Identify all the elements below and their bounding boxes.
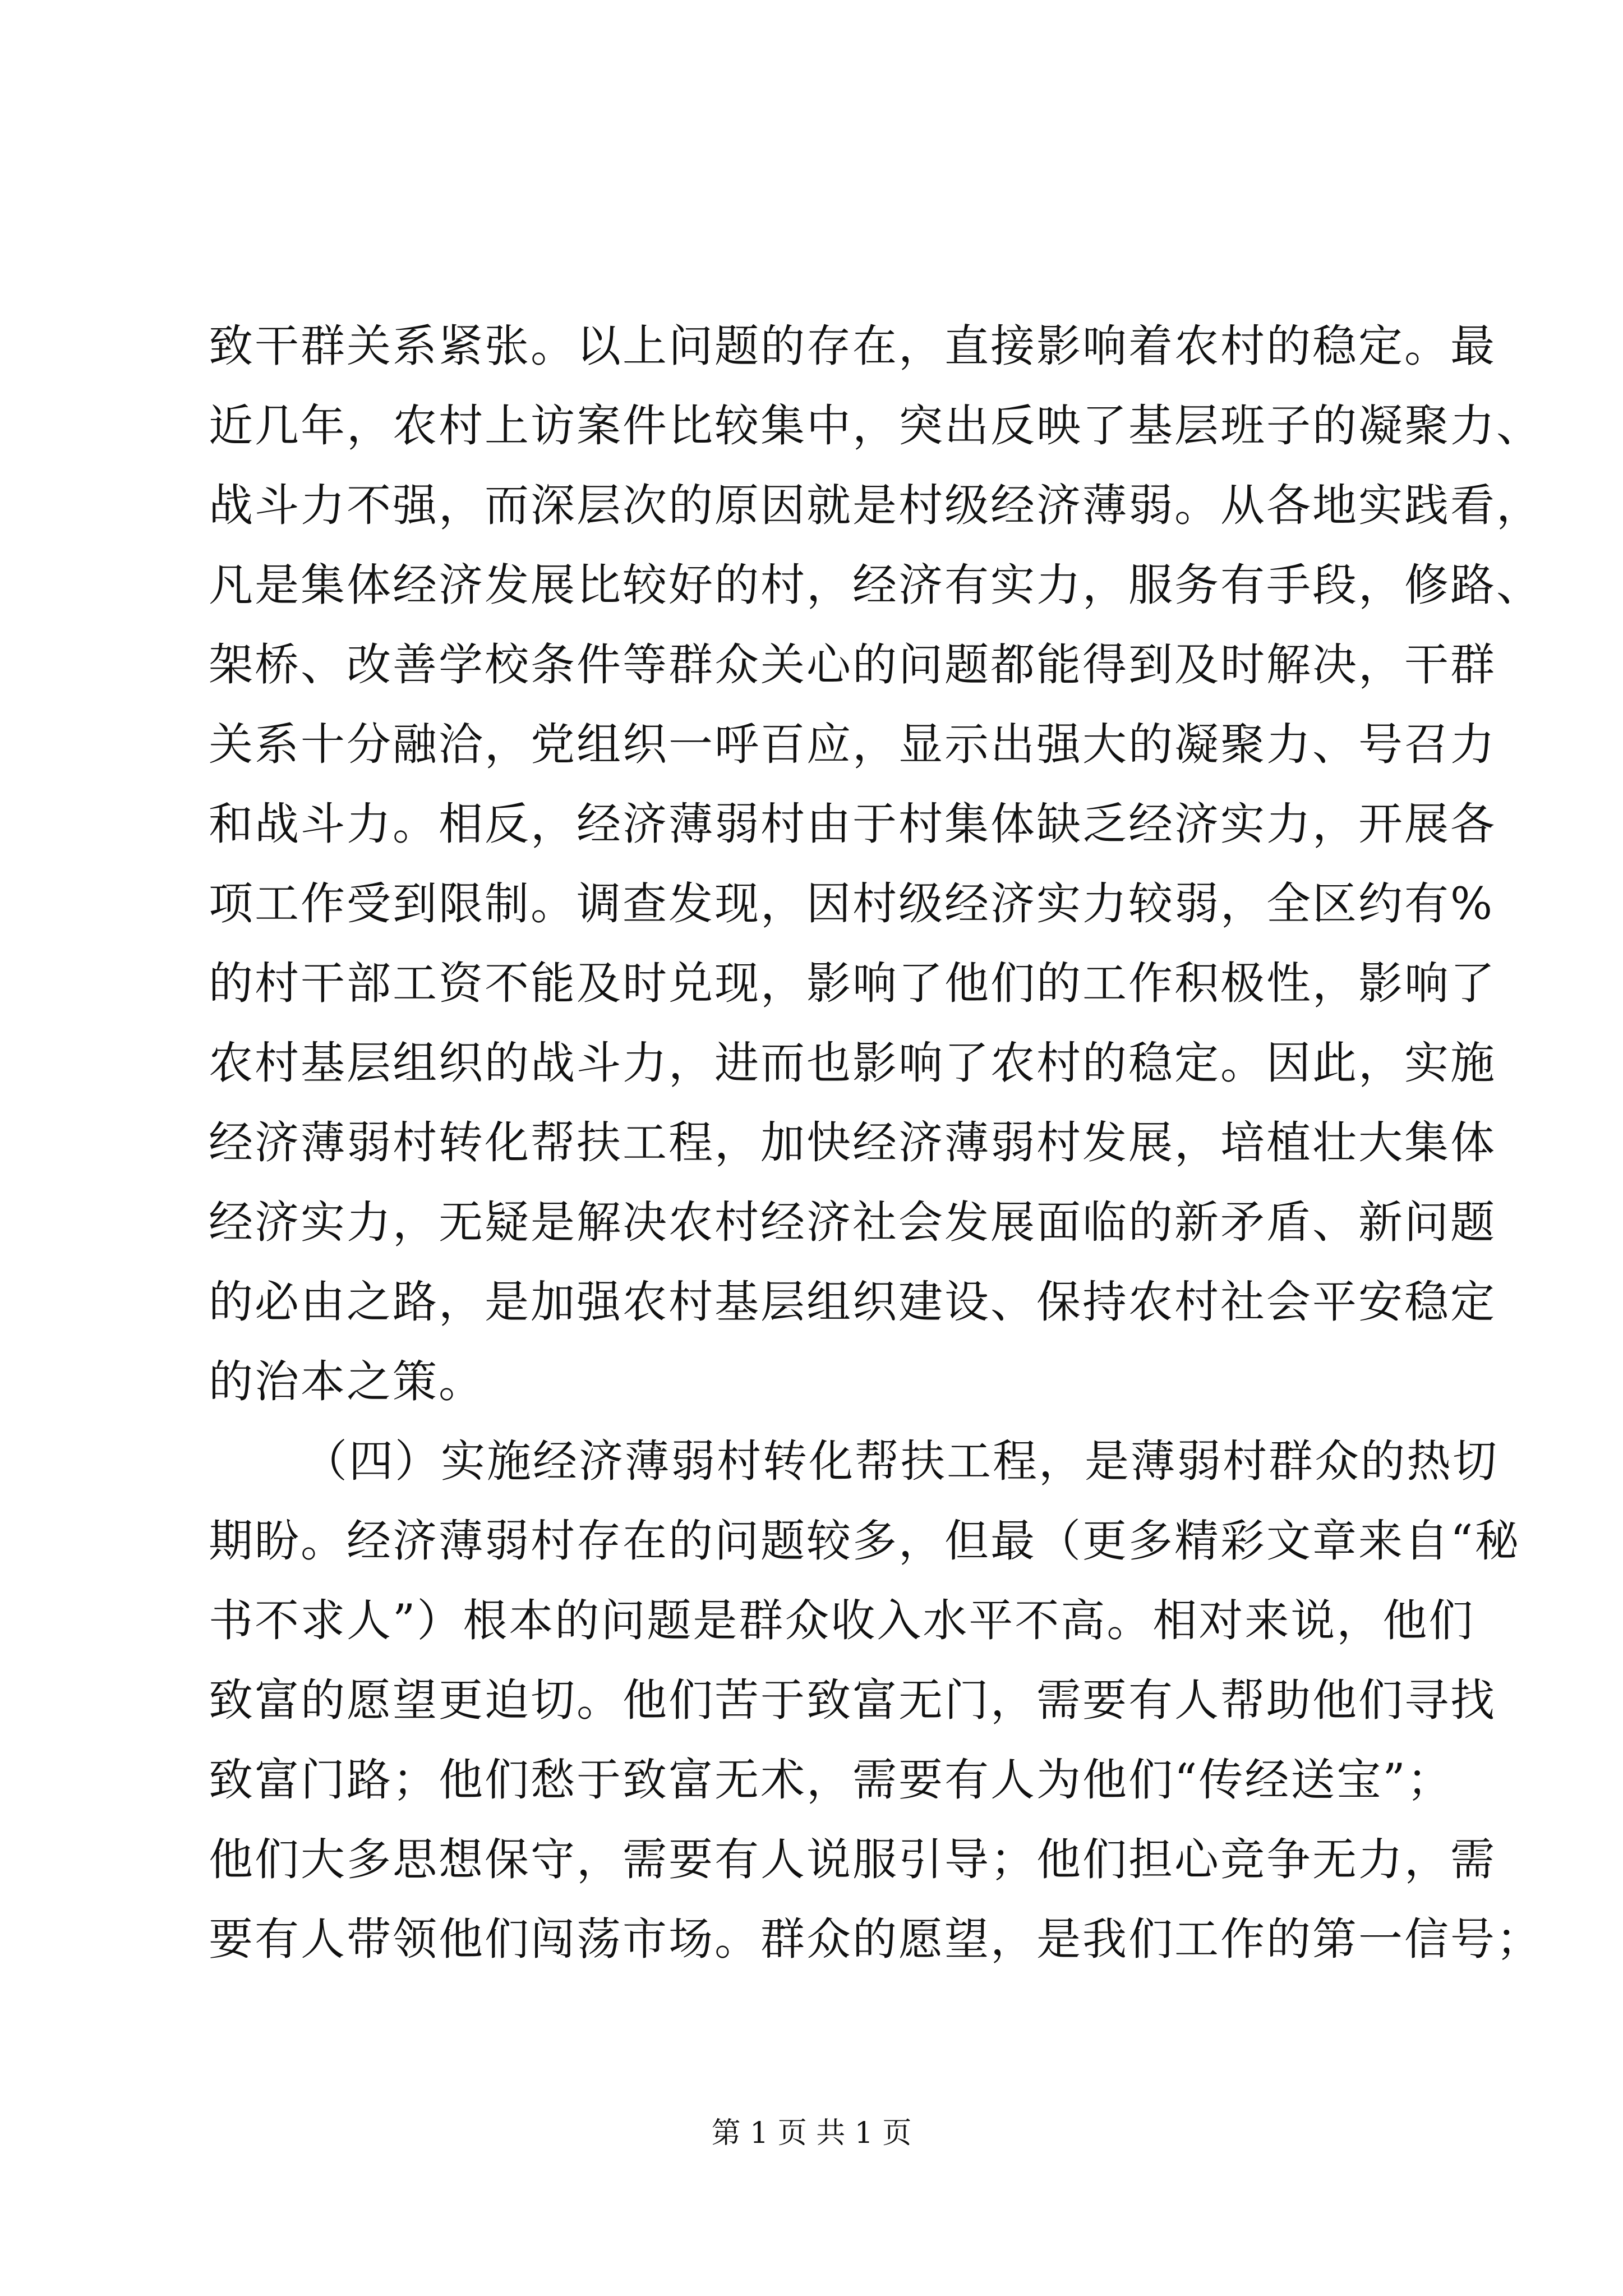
text-line: 致干群关系紧张。以上问题的存在，直接影响着农村的稳定。最 xyxy=(209,320,1496,372)
text-line: 他们大多思想保守，需要有人说服引导；他们担心竞争无力，需 xyxy=(209,1834,1496,1885)
text-line: 期盼。经济薄弱村存在的问题较多，但最（更多精彩文章来自“秘 xyxy=(209,1515,1521,1567)
text-line: 和战斗力。相反，经济薄弱村由于村集体缺乏经济实力，开展各 xyxy=(209,798,1496,850)
paragraph-start-line: （四）实施经济薄弱村转化帮扶工程，是薄弱村群众的热切 xyxy=(303,1435,1498,1487)
text-line: 的治本之策。 xyxy=(209,1356,485,1407)
body-text xyxy=(209,306,1542,1979)
page-footer xyxy=(0,2114,1623,2153)
text-line: 要有人带领他们闯荡市场。群众的愿望，是我们工作的第一信号； xyxy=(209,1913,1542,1965)
text-line: 经济实力，无疑是解决农村经济社会发展面临的新矛盾、新问题 xyxy=(209,1197,1496,1248)
text-line: 项工作受到限制。调查发现，因村级经济实力较弱，全区约有% xyxy=(209,878,1495,930)
text-line: 致富的愿望更迫切。他们苦于致富无门，需要有人帮助他们寻找 xyxy=(209,1674,1496,1726)
text-line: 的村干部工资不能及时兑现，影响了他们的工作积极性，影响了 xyxy=(209,958,1496,1009)
text-line: 战斗力不强，而深层次的原因就是村级经济薄弱。从各地实践看， xyxy=(209,480,1542,531)
text-line: 架桥、改善学校条件等群众关心的问题都能得到及时解决，干群 xyxy=(209,639,1496,691)
page-number-label: 第 1 页 共 1 页 xyxy=(711,2116,912,2150)
text-line: 农村基层组织的战斗力，进而也影响了农村的稳定。因此，实施 xyxy=(209,1037,1496,1089)
text-line: 凡是集体经济发展比较好的村，经济有实力，服务有手段，修路、 xyxy=(209,559,1542,611)
text-line: 的必由之路，是加强农村基层组织建设、保持农村社会平安稳定 xyxy=(209,1276,1496,1328)
text-line: 致富门路；他们愁于致富无术，需要有人为他们“传经送宝”； xyxy=(209,1754,1453,1806)
text-line: 关系十分融洽，党组织一呼百应，显示出强大的凝聚力、号召力 xyxy=(209,719,1496,770)
text-line: 近几年，农村上访案件比较集中，突出反映了基层班子的凝聚力、 xyxy=(209,400,1542,452)
text-line: 书不求人”）根本的问题是群众收入水平不高。相对来说，他们 xyxy=(209,1595,1475,1646)
text-line: 经济薄弱村转化帮扶工程，加快经济薄弱村发展，培植壮大集体 xyxy=(209,1117,1496,1168)
